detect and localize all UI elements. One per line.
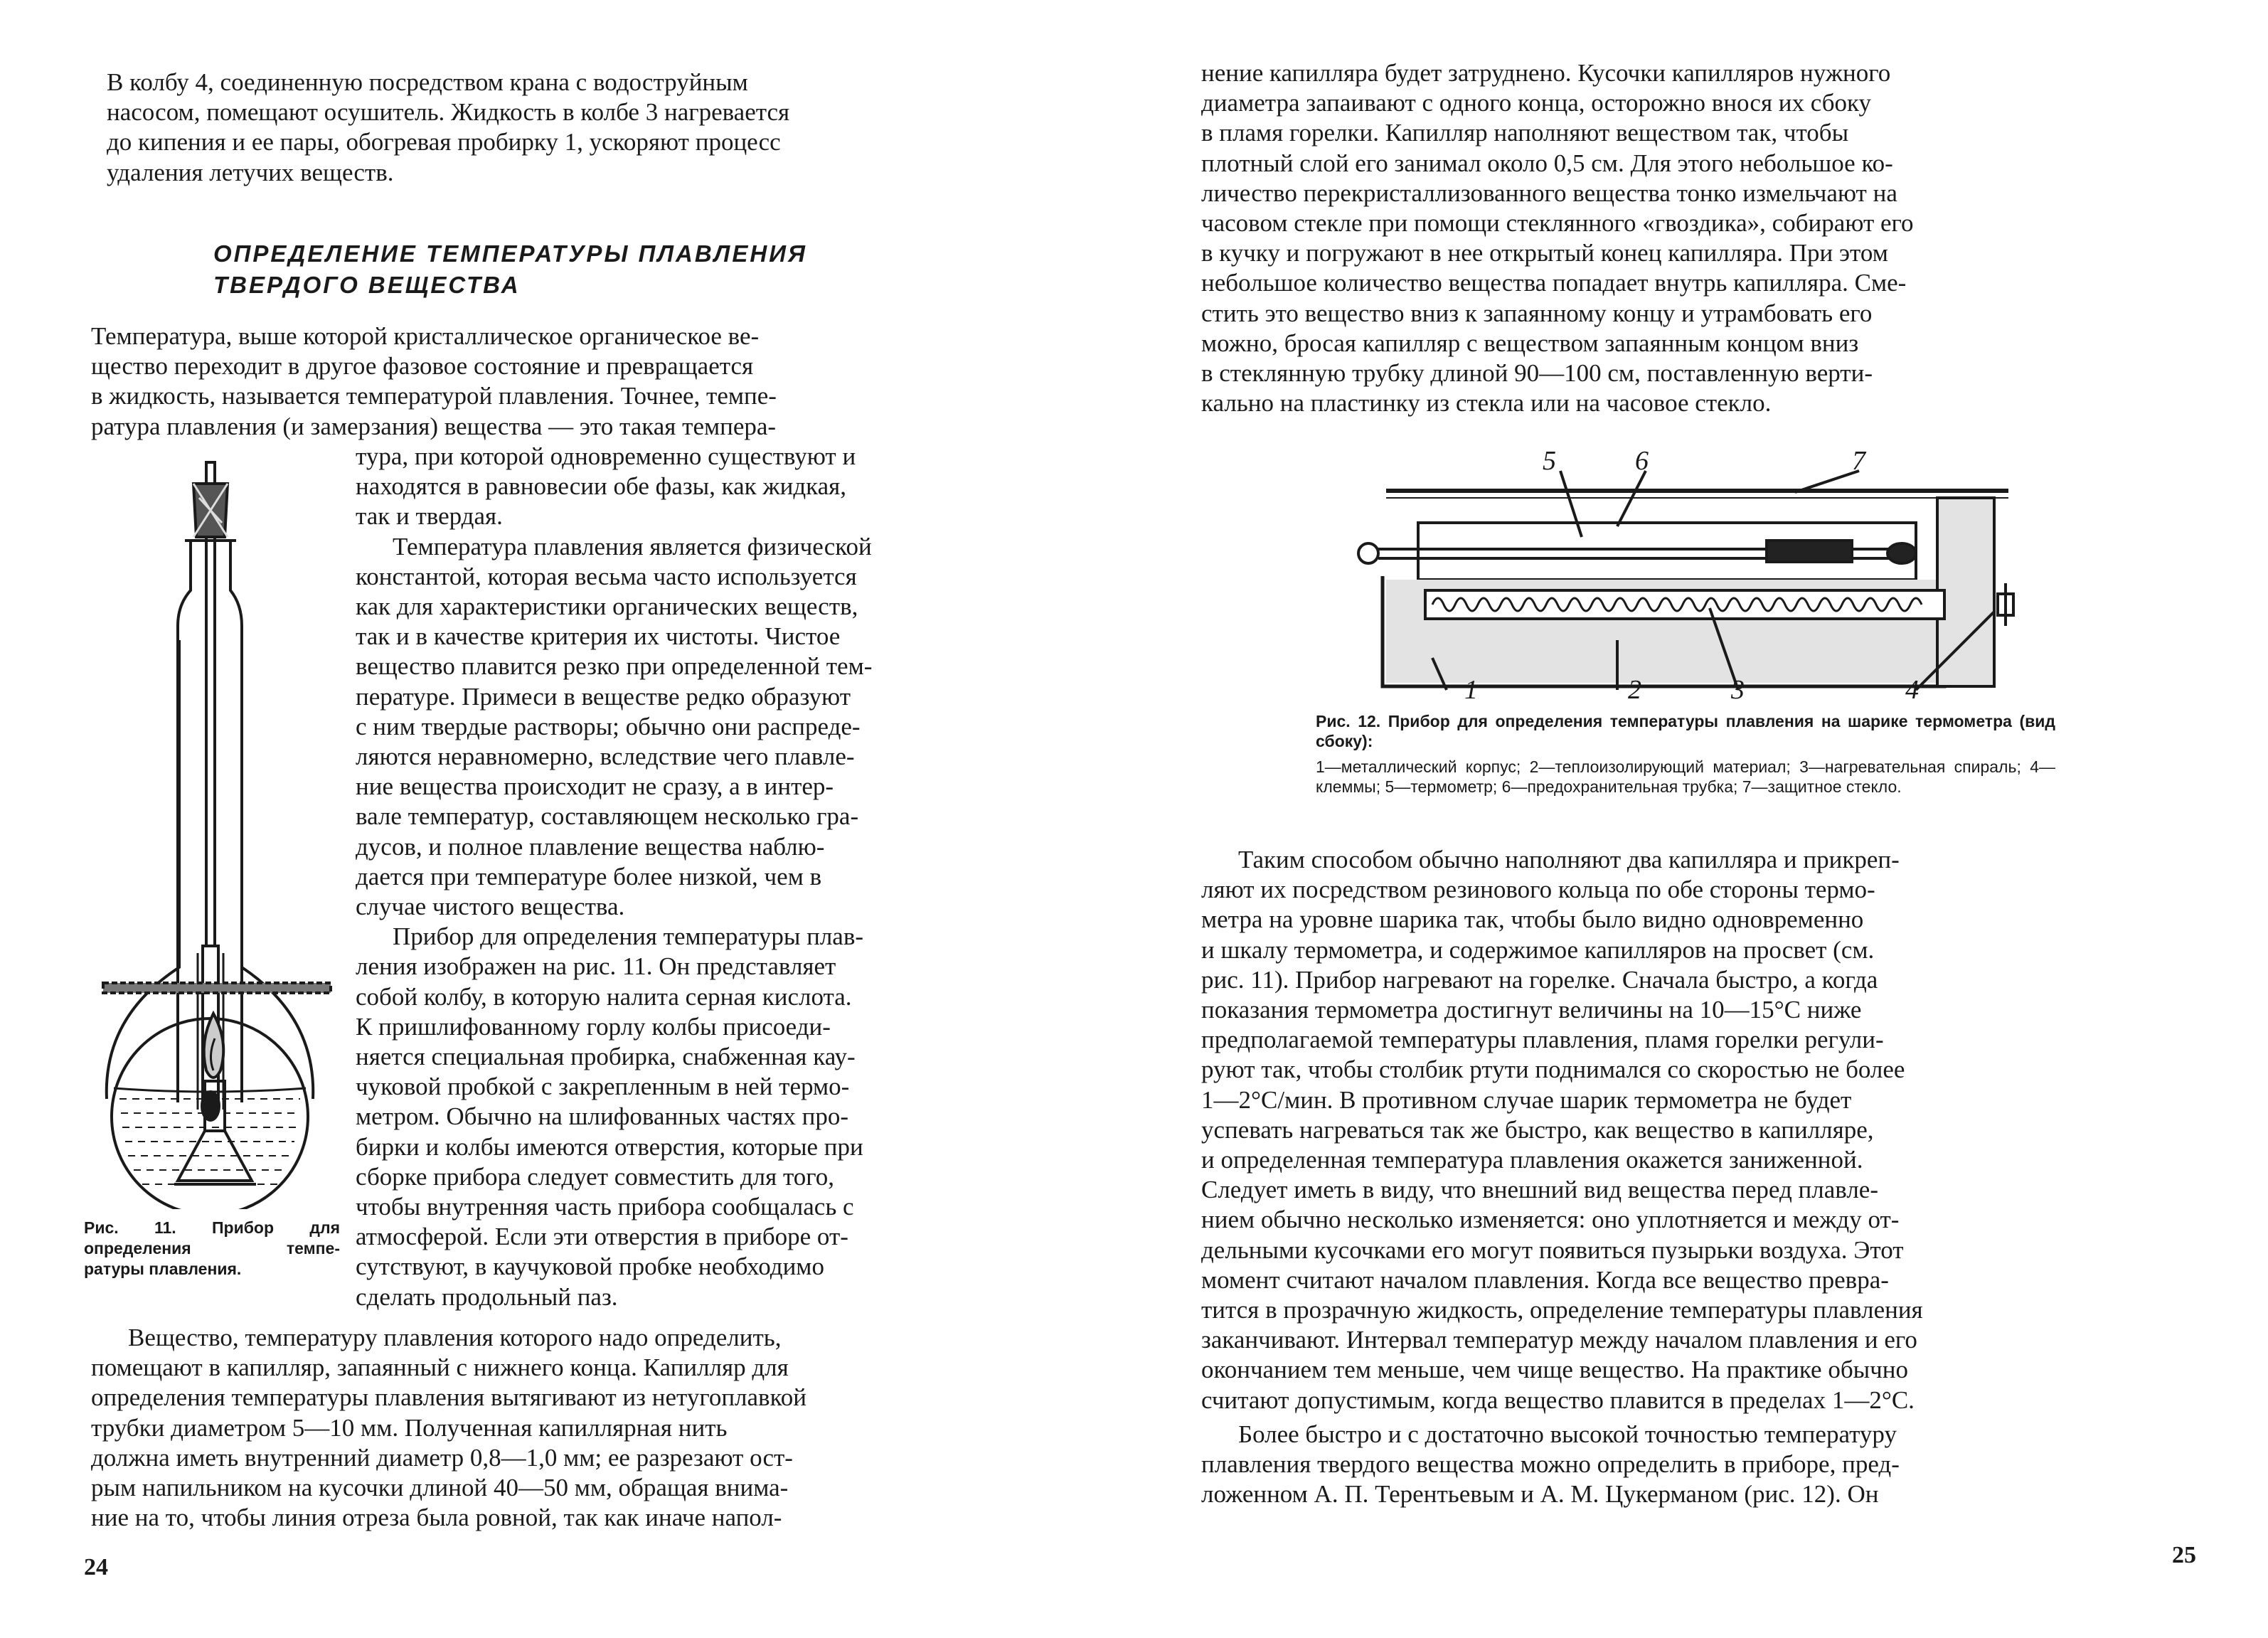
fig12-label-5: 5 bbox=[1543, 446, 1556, 476]
text-line: дусов, и полное плавление вещества наблю- bbox=[356, 832, 825, 861]
text-line: вале температур, составляющем несколько гра- bbox=[356, 802, 859, 831]
paragraph-top bbox=[1201, 58, 2204, 418]
text-line: в жидкость, называется температурой плавления. Точнее, темпе- bbox=[91, 382, 777, 410]
text-line: константой, которая весьма часто используется bbox=[356, 562, 857, 590]
text-line: атмосферой. Если эти отверстия в приборе от- bbox=[356, 1223, 848, 1251]
text-line: трубки диаметром 5—10 мм. Полученная капиллярная нить bbox=[91, 1413, 728, 1442]
text-line: Более быстро и с достаточно высокой точностью температуру bbox=[1238, 1420, 1897, 1448]
text-line: в кучку и погружают в нее открытый конец капилляра. При этом bbox=[1201, 239, 1888, 267]
text-line: Прибор для определения температуры плав- bbox=[393, 922, 864, 951]
text-line: личество перекристаллизованного вещества тонко измельчают на bbox=[1201, 179, 1897, 207]
caption-line: ратуры плавления. bbox=[84, 1260, 242, 1278]
page-number: 24 bbox=[84, 1554, 108, 1580]
paragraph-bottom bbox=[91, 1323, 1019, 1533]
text-line: чтобы внутренняя часть прибора сообщалась с bbox=[356, 1193, 854, 1221]
text-line: сборке прибора следует совместить для того, bbox=[356, 1162, 835, 1191]
text-line: так и в качестве критерия их чистоты. Чистое bbox=[356, 622, 841, 651]
text-line: окончанием тем меньше, чем чище вещество. На практике обычно bbox=[1201, 1356, 1908, 1384]
text-line: и шкалу термометра, и содержимое капилляров на просвет (см. bbox=[1201, 935, 1875, 964]
text-line: находятся в равновесии обе фазы, как жидкая, bbox=[356, 472, 847, 501]
fig12-label-1: 1 bbox=[1464, 675, 1478, 704]
text-line: сутствуют, в каучуковой пробке необходимо bbox=[356, 1253, 824, 1281]
text-line: метра на уровне шарика так, чтобы было видно одновременно bbox=[1201, 905, 1864, 934]
text-line: случае чистого вещества. bbox=[356, 893, 625, 921]
page-number: 25 bbox=[2172, 1542, 2196, 1568]
text-line: ние вещества происходит не сразу, а в интер- bbox=[356, 772, 834, 801]
text-line: дельными кусочками его могут появиться пузырьки воздуха. Этот bbox=[1201, 1235, 1904, 1264]
text-line: как для характеристики органических веществ, bbox=[356, 592, 858, 621]
text-line: Температура, выше которой кристаллическое органическое ве- bbox=[91, 322, 760, 350]
text-line: помещают в капилляр, запаянный с нижнего конца. Капилляр для bbox=[91, 1354, 789, 1382]
text-line: небольшое количество вещества попадает внутрь капилляра. Сме- bbox=[1201, 269, 1907, 297]
text-line: заканчивают. Интервал температур между началом плавления и его bbox=[1201, 1326, 1917, 1354]
text-line: часовом стекле при помощи стеклянного «гвоздика», собирают его bbox=[1201, 209, 1914, 238]
text-line: 1—2°С/мин. В противном случае шарик термометра не будет bbox=[1201, 1085, 1852, 1114]
text-line: нием обычно несколько изменяется: оно уплотняется и между от- bbox=[1201, 1206, 1900, 1234]
text-line: ления изображен на рис. 11. Он представляет bbox=[356, 952, 836, 981]
figure-11-burner bbox=[100, 982, 334, 1195]
heating-spiral bbox=[1425, 590, 1944, 619]
text-line: бирки и колбы имеются отверстия, которые при bbox=[356, 1132, 863, 1161]
text-line: успевать нагреваться так же быстро, как вещество в капилляре, bbox=[1201, 1115, 1874, 1144]
text-line: показания термометра достигнут величины на 10—15°С ниже bbox=[1201, 996, 1862, 1024]
text-line: Вещество, температуру плавления которого надо определить, bbox=[128, 1324, 782, 1351]
text-line: сделать продольный паз. bbox=[356, 1282, 618, 1311]
text-line: должна иметь внутренний диаметр 0,8—1,0 мм; ее разрезают ост- bbox=[91, 1443, 793, 1472]
text-line: до кипения и ее пары, обогревая пробирку 1, ускоряют процесс bbox=[107, 128, 781, 156]
fig12-label-4: 4 bbox=[1905, 675, 1919, 704]
text-line: В колбу 4, соединенную посредством крана с водоструйным bbox=[107, 68, 748, 96]
text-line: руют так, чтобы столбик ртути поднимался со скоростью не более bbox=[1201, 1055, 1905, 1084]
caption-title: Рис. 12. Прибор для определения температуры плавления на шарике термометра (вид сбоку): bbox=[1316, 712, 2055, 750]
text-line: нение капилляра будет затруднено. Кусочки капилляров нужного bbox=[1201, 59, 1891, 87]
text-line: кально на пластинку из стекла или на часовое стекло. bbox=[1201, 389, 1772, 418]
wire-gauze bbox=[103, 983, 331, 993]
text-line: тится в прозрачную жидкость, определение температуры плавления bbox=[1201, 1296, 1923, 1324]
text-line: пературе. Примеси в веществе редко образуют bbox=[356, 682, 851, 711]
burner-tube bbox=[205, 1081, 225, 1131]
text-line: Таким способом обычно наполняют два капилляра и прикреп- bbox=[1238, 846, 1900, 873]
heading-line: ТВЕРДОГО ВЕЩЕСТВА bbox=[213, 272, 521, 298]
caption-line: определения темпе- bbox=[84, 1239, 340, 1257]
text-line: вещество плавится резко при определенной тем- bbox=[356, 652, 873, 681]
intro-paragraph bbox=[107, 68, 1021, 188]
caption-legend: 1—металлический корпус; 2—теплоизолирующий материал; 3—нагревательная спираль; 4—клеммы; 5—термометр; 6—предохранительная трубка; 7—защитное стекло. bbox=[1316, 757, 2055, 796]
heading-line: ОПРЕДЕЛЕНИЕ ТЕМПЕРАТУРЫ ПЛАВЛЕНИЯ bbox=[213, 240, 807, 267]
text-line: собой колбу, в которую налита серная кислота. bbox=[356, 982, 852, 1011]
flame-icon bbox=[204, 1014, 224, 1078]
text-line: в стеклянную трубку длиной 90—100 см, поставленную верти- bbox=[1201, 359, 1873, 388]
text-line: плавления твердого вещества можно определить в приборе, пред- bbox=[1201, 1450, 1900, 1479]
right-page bbox=[1134, 0, 2268, 1638]
text-line: тура, при которой одновременно существуют и bbox=[356, 442, 856, 470]
text-line: в пламя горелки. Капилляр наполняют веществом так, чтобы bbox=[1201, 119, 1849, 147]
text-line: ляются неравномерно, вследствие чего плавле- bbox=[356, 743, 855, 771]
paragraph-bottom bbox=[1201, 845, 2204, 1509]
paragraph-full-width bbox=[91, 321, 1019, 442]
text-line: няется специальная пробирка, снабженная кау- bbox=[356, 1043, 856, 1071]
text-line: Температура плавления является физической bbox=[393, 532, 872, 560]
text-line: и определенная температура плавления окажется заниженной. bbox=[1201, 1146, 1863, 1174]
text-line: момент считают началом плавления. Когда все вещество превра- bbox=[1201, 1265, 1889, 1294]
text-line: предполагаемой температуры плавления, пламя горелки регули- bbox=[1201, 1026, 1884, 1054]
text-line: рым напильником на кусочки длиной 40—50 мм, обращая внима- bbox=[91, 1474, 789, 1502]
text-line: К пришлифованному горлу колбы присоеди- bbox=[356, 1012, 831, 1041]
text-line: считают допустимым, когда вещество плавится в пределах 1—2°С. bbox=[1201, 1386, 1915, 1414]
figure-12-caption bbox=[1316, 711, 2055, 797]
text-line: стить это вещество вниз к запаянному концу и утрамбовать его bbox=[1201, 299, 1873, 327]
text-line: ложенном А. П. Терентьевым и А. М. Цукерманом (рис. 12). Он bbox=[1201, 1480, 1879, 1509]
text-line: Следует иметь в виду, что внешний вид вещества перед плавле- bbox=[1201, 1176, 1878, 1204]
text-line: удаления летучих веществ. bbox=[107, 158, 394, 186]
text-line: насосом, помещают осушитель. Жидкость в колбе 3 нагревается bbox=[107, 98, 790, 127]
thermometer-bulb-end bbox=[1358, 543, 1378, 563]
text-line: с ним твердые растворы; обычно они распреде- bbox=[356, 712, 861, 740]
text-line: метром. Обычно на шлифованных частях про- bbox=[356, 1102, 848, 1131]
fig12-label-3: 3 bbox=[1731, 675, 1745, 704]
text-line: диаметра запаивают с одного конца, осторожно внося их сбоку bbox=[1201, 89, 1872, 117]
text-line: можно, бросая капилляр с веществом запаянным концом вниз bbox=[1201, 329, 1859, 357]
figure-11-caption bbox=[84, 1218, 340, 1280]
paragraph-column bbox=[356, 442, 1021, 1312]
text-line: ратура плавления (и замерзания) вещества — это такая темпера- bbox=[91, 412, 777, 440]
text-line: чуковой пробкой с закрепленным в ней термо- bbox=[356, 1073, 850, 1101]
fig12-label-6: 6 bbox=[1635, 446, 1649, 476]
burner-base bbox=[178, 1131, 252, 1181]
fig12-label-7: 7 bbox=[1852, 446, 1865, 476]
caption-line: Рис. 11. Прибор для bbox=[84, 1218, 340, 1237]
text-line: плотный слой его занимал около 0,5 см. Для этого небольшое ко- bbox=[1201, 149, 1893, 177]
fig12-label-2: 2 bbox=[1628, 675, 1641, 704]
text-line: рис. 11). Прибор нагревают на горелке. Сначала быстро, а когда bbox=[1201, 965, 1878, 994]
text-line: ние на то, чтобы линия отреза была ровной, так как иначе напол- bbox=[91, 1504, 782, 1532]
text-line: дается при температуре более низкой, чем в bbox=[356, 862, 822, 890]
text-line: определения температуры плавления вытягивают из нетугоплавкой bbox=[91, 1383, 807, 1412]
figure-12-apparatus bbox=[1311, 441, 2023, 704]
text-line: щество переходит в другое фазовое состояние и превращается bbox=[91, 352, 754, 381]
section-heading bbox=[213, 238, 853, 301]
text-line: так и твердая. bbox=[356, 502, 503, 531]
text-line: ляют их посредством резинового кольца по обе стороны термо- bbox=[1201, 876, 1875, 904]
